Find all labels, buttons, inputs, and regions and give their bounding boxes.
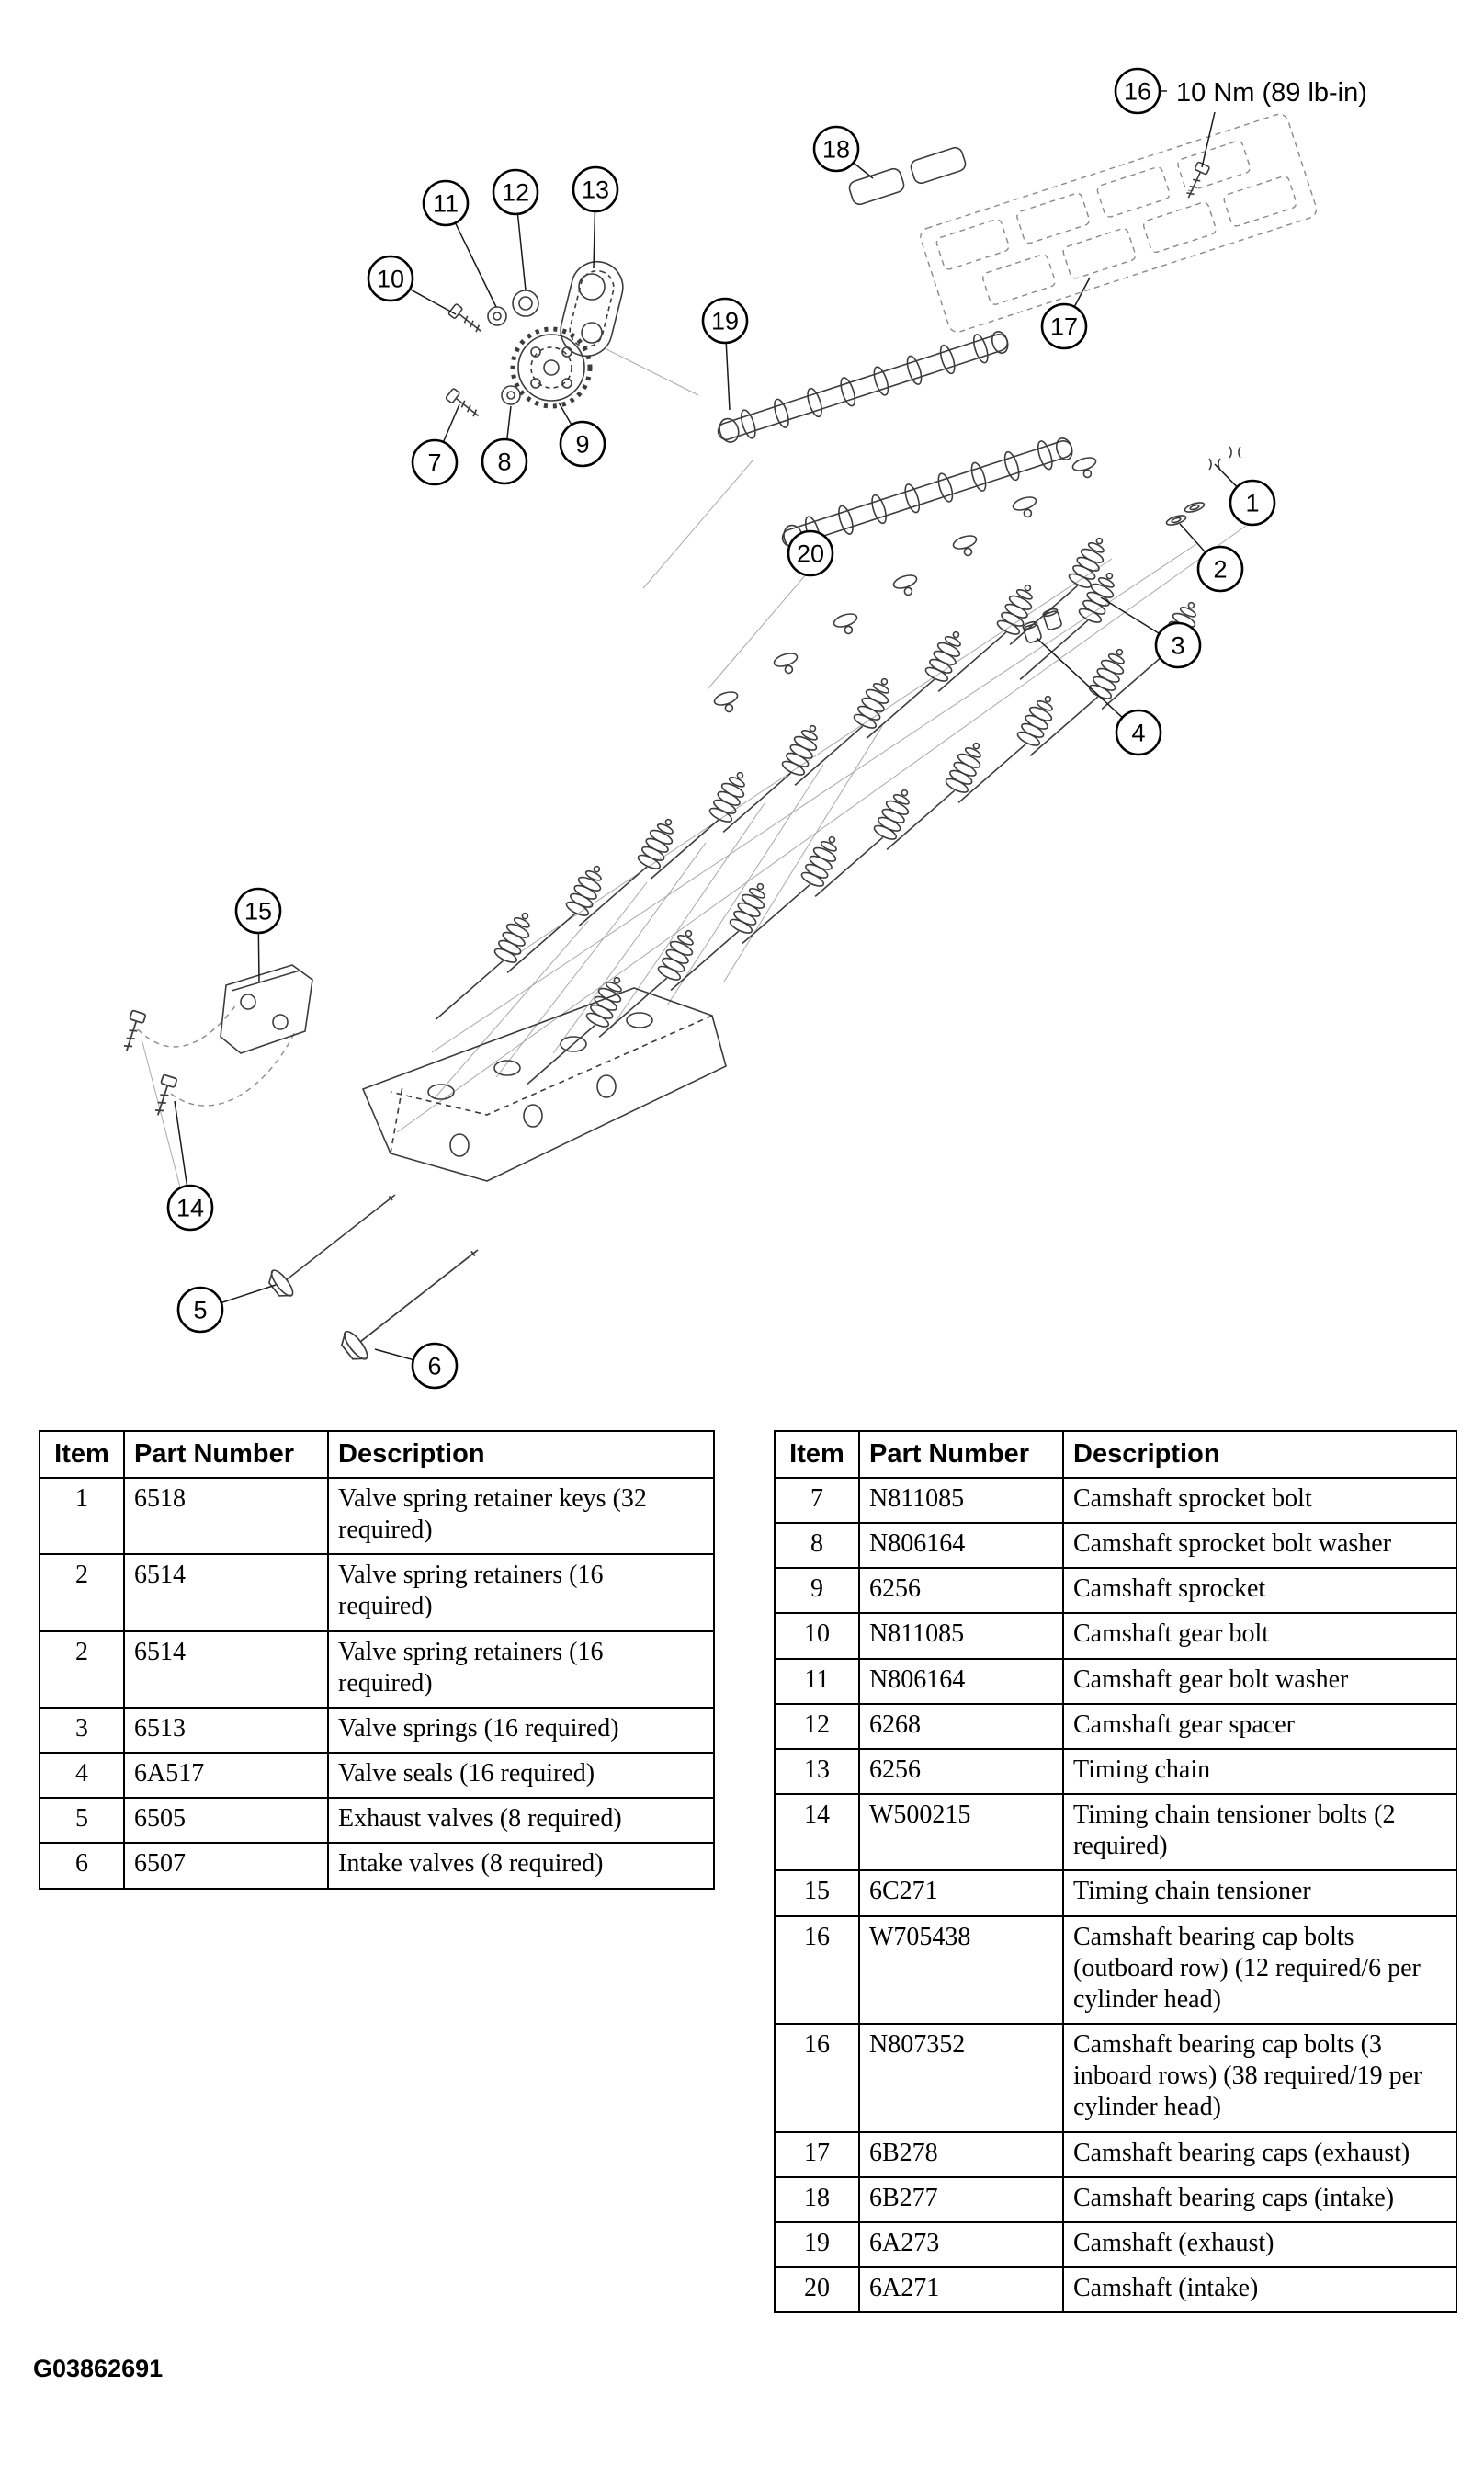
description-cell: Camshaft (exhaust) xyxy=(1063,2222,1456,2267)
callout-number: 4 xyxy=(1131,719,1146,747)
bearing-cap-glyph xyxy=(847,167,905,207)
item-cell: 16 xyxy=(775,1916,859,2024)
callout-number: 18 xyxy=(821,135,851,164)
exhaust-valve-glyph xyxy=(265,1183,405,1302)
valve-spring-glyph xyxy=(579,804,680,946)
part-number-cell: 6513 xyxy=(124,1708,328,1753)
table-row xyxy=(40,1708,714,1753)
callout-number: 7 xyxy=(427,449,442,477)
gear-bolt-washer-glyph xyxy=(488,307,506,325)
table-row xyxy=(40,1798,714,1843)
part-number-cell: 6A273 xyxy=(859,2222,1063,2267)
table-header-row xyxy=(775,1431,1456,1478)
camshaft-gear-bolt-glyph xyxy=(448,303,485,336)
callout-number: 1 xyxy=(1245,489,1260,517)
item-cell: 6 xyxy=(40,1843,124,1888)
item-cell: 8 xyxy=(775,1523,859,1568)
table-row xyxy=(40,1753,714,1798)
part-number-cell: 6514 xyxy=(124,1631,328,1708)
valve-spring-glyph xyxy=(958,681,1059,823)
callouts xyxy=(168,69,1274,1388)
item-cell: 16 xyxy=(775,2024,859,2131)
cam-follower-glyph xyxy=(952,533,980,559)
cam-follower-glyph xyxy=(773,651,801,676)
description-cell: Exhaust valves (8 required) xyxy=(328,1798,714,1843)
table-row xyxy=(775,2267,1456,2312)
callout-2 xyxy=(1180,524,1242,591)
table-row xyxy=(775,2177,1456,2222)
timing-chain-glyph xyxy=(555,256,628,361)
part-number-cell: 6256 xyxy=(859,1568,1063,1613)
part-number-header: Part Number xyxy=(859,1431,1063,1478)
bearing-cap-glyph xyxy=(909,146,967,186)
callout-10 xyxy=(368,256,456,314)
callout-1 xyxy=(1215,464,1274,525)
table-row xyxy=(40,1478,714,1554)
part-number-cell: W500215 xyxy=(859,1794,1063,1870)
valve-retainer-glyph xyxy=(1184,501,1205,514)
item-cell: 11 xyxy=(775,1659,859,1704)
exhaust-camshaft-glyph xyxy=(714,326,1012,448)
part-number-cell: 6A271 xyxy=(859,2267,1063,2312)
table-row xyxy=(40,1554,714,1630)
item-cell: 2 xyxy=(40,1631,124,1708)
item-cell: 9 xyxy=(775,1568,859,1613)
valve-spring-glyph xyxy=(887,728,988,869)
item-cell: 10 xyxy=(775,1613,859,1658)
part-number-cell: 6C271 xyxy=(859,1870,1063,1915)
camshaft-sprocket-glyph xyxy=(513,329,590,406)
camshaft-sprocket-bolt-glyph xyxy=(446,388,482,421)
callout-number: 12 xyxy=(501,178,530,207)
table-header-row xyxy=(40,1431,714,1478)
description-cell: Camshaft bearing caps (intake) xyxy=(1063,2177,1456,2222)
table-row xyxy=(775,1523,1456,1568)
cam-follower-glyph xyxy=(833,611,861,637)
description-cell: Camshaft gear bolt washer xyxy=(1063,1659,1456,1704)
item-cell: 15 xyxy=(775,1870,859,1915)
table-row xyxy=(775,2132,1456,2177)
item-header: Item xyxy=(775,1431,859,1478)
valve-parts-table xyxy=(39,1430,715,1890)
callout-number: 17 xyxy=(1049,312,1079,341)
item-cell: 4 xyxy=(40,1753,124,1798)
intake-valve-glyph xyxy=(337,1237,489,1366)
valve-spring-glyph xyxy=(671,869,772,1010)
callout-number: 16 xyxy=(1123,77,1152,106)
item-cell: 20 xyxy=(775,2267,859,2312)
part-number-cell: 6518 xyxy=(124,1478,328,1554)
description-cell: Camshaft sprocket bolt washer xyxy=(1063,1523,1456,1568)
callout-16 xyxy=(1116,69,1167,113)
description-cell: Camshaft (intake) xyxy=(1063,2267,1456,2312)
callout-number: 14 xyxy=(176,1194,205,1222)
table-row xyxy=(40,1843,714,1888)
callout-18 xyxy=(814,127,873,178)
table-row xyxy=(40,1631,714,1708)
callout-8 xyxy=(482,406,527,483)
valve-spring-glyph xyxy=(651,757,752,899)
item-cell: 3 xyxy=(40,1708,124,1753)
valve-seal-glyph xyxy=(1042,608,1062,630)
part-number-cell: N811085 xyxy=(859,1478,1063,1523)
figure-id: G03862691 xyxy=(33,2355,164,2382)
callout-number: 2 xyxy=(1213,555,1228,584)
part-number-cell: 6268 xyxy=(859,1704,1063,1749)
callout-number: 13 xyxy=(581,176,610,204)
description-cell: Timing chain tensioner xyxy=(1063,1870,1456,1915)
callout-number: 8 xyxy=(497,448,512,476)
cam-follower-glyph xyxy=(1071,455,1100,481)
table-row xyxy=(775,1916,1456,2024)
item-cell: 19 xyxy=(775,2222,859,2267)
part-number-cell: 6505 xyxy=(124,1798,328,1843)
table-row xyxy=(775,1794,1456,1870)
item-cell: 7 xyxy=(775,1478,859,1523)
callout-number: 11 xyxy=(432,189,459,218)
part-number-cell: N807352 xyxy=(859,2024,1063,2131)
description-cell: Valve seals (16 required) xyxy=(328,1753,714,1798)
valve-retainer-glyph xyxy=(1165,514,1186,527)
callout-9 xyxy=(559,403,605,466)
callout-number: 3 xyxy=(1171,631,1185,660)
part-number-cell: N811085 xyxy=(859,1613,1063,1658)
part-number-cell: 6256 xyxy=(859,1749,1063,1794)
part-number-cell: 6B278 xyxy=(859,2132,1063,2177)
part-number-cell: N806164 xyxy=(859,1659,1063,1704)
camshaft-gear-spacer-glyph xyxy=(513,290,538,316)
callout-19 xyxy=(703,299,747,410)
callout-number: 5 xyxy=(193,1296,208,1324)
description-cell: Camshaft sprocket bolt xyxy=(1063,1478,1456,1523)
callout-4 xyxy=(1037,638,1161,755)
description-cell: Timing chain tensioner bolts (2 required) xyxy=(1063,1794,1456,1870)
part-number-cell: W705438 xyxy=(859,1916,1063,2024)
tensioner-bolt-glyph xyxy=(119,1010,145,1053)
part-number-cell: 6514 xyxy=(124,1554,328,1630)
callout-6 xyxy=(375,1344,457,1388)
callout-number: 6 xyxy=(427,1352,442,1380)
valve-keys-glyph xyxy=(1229,447,1240,458)
camshaft-parts-table xyxy=(774,1430,1457,2313)
item-header: Item xyxy=(40,1431,124,1478)
callout-number: 10 xyxy=(376,265,405,293)
callout-number: 9 xyxy=(575,430,590,459)
description-cell: Valve springs (16 required) xyxy=(328,1708,714,1753)
part-number-cell: 6507 xyxy=(124,1843,328,1888)
valve-spring-glyph xyxy=(723,710,824,852)
item-cell: 2 xyxy=(40,1554,124,1630)
valve-spring-glyph xyxy=(938,570,1039,711)
table-row xyxy=(775,1568,1456,1613)
item-cell: 12 xyxy=(775,1704,859,1749)
callout-5 xyxy=(178,1285,276,1332)
item-cell: 1 xyxy=(40,1478,124,1554)
camshaft-bearing-caps-ghost xyxy=(138,112,1319,1106)
item-cell: 13 xyxy=(775,1749,859,1794)
table-row xyxy=(775,2024,1456,2131)
description-cell: Valve spring retainer keys (32 required) xyxy=(328,1478,714,1554)
item-cell: 14 xyxy=(775,1794,859,1870)
description-cell: Valve spring retainers (16 required) xyxy=(328,1631,714,1708)
construction-lines xyxy=(142,349,1246,1187)
description-header: Description xyxy=(328,1431,714,1478)
part-number-header: Part Number xyxy=(124,1431,328,1478)
callout-number: 20 xyxy=(796,539,825,568)
callout-11 xyxy=(424,181,496,307)
description-cell: Valve spring retainers (16 required) xyxy=(328,1554,714,1630)
table-row xyxy=(775,1613,1456,1658)
valve-spring-glyph xyxy=(1030,634,1131,776)
cam-follower-glyph xyxy=(892,573,921,598)
timing-chain-tensioner-glyph xyxy=(221,965,312,1053)
valve-spring-glyph xyxy=(599,915,700,1057)
table-row xyxy=(775,1749,1456,1794)
bearing-cap-bolt-glyph xyxy=(1183,162,1210,200)
cam-follower-glyph xyxy=(1012,494,1040,520)
callout-20 xyxy=(788,531,833,575)
description-cell: Camshaft sprocket xyxy=(1063,1568,1456,1613)
callout-7 xyxy=(413,404,459,484)
table-row xyxy=(775,1478,1456,1523)
description-header: Description xyxy=(1063,1431,1456,1478)
cylinder-head-glyph xyxy=(363,988,726,1181)
valve-spring-glyph xyxy=(742,822,844,963)
description-cell: Timing chain xyxy=(1063,1749,1456,1794)
description-cell: Camshaft gear spacer xyxy=(1063,1704,1456,1749)
description-cell: Camshaft gear bolt xyxy=(1063,1613,1456,1658)
callout-15 xyxy=(236,889,280,982)
part-number-cell: N806164 xyxy=(859,1523,1063,1568)
torque-callout xyxy=(1176,78,1367,167)
callout-number: 15 xyxy=(244,897,273,926)
sprocket-bolt-washer-glyph xyxy=(502,386,520,404)
part-number-cell: 6B277 xyxy=(859,2177,1063,2222)
callout-17 xyxy=(1042,278,1090,348)
callout-number: 19 xyxy=(710,307,740,335)
valve-spring-glyph xyxy=(815,775,916,916)
item-cell: 17 xyxy=(775,2132,859,2177)
description-cell: Camshaft bearing cap bolts (outboard row) (12 required/6 per cylinder head) xyxy=(1063,1916,1456,2024)
part-number-cell: 6A517 xyxy=(124,1753,328,1798)
torque-spec-label: 10 Nm (89 lb-in) xyxy=(1176,78,1367,108)
description-cell: Intake valves (8 required) xyxy=(328,1843,714,1888)
cam-follower-glyph xyxy=(713,689,742,715)
valve-spring-glyph xyxy=(436,898,537,1039)
callout-13 xyxy=(573,167,617,268)
description-cell: Camshaft bearing cap bolts (3 inboard rows) (38 required/19 per cylinder head) xyxy=(1063,2024,1456,2131)
table-row xyxy=(775,1704,1456,1749)
table-row xyxy=(775,2222,1456,2267)
callout-12 xyxy=(493,170,538,290)
item-cell: 5 xyxy=(40,1798,124,1843)
valve-spring-glyph xyxy=(507,851,608,993)
table-row xyxy=(775,1659,1456,1704)
valve-spring-glyph xyxy=(527,962,629,1104)
description-cell: Camshaft bearing caps (exhaust) xyxy=(1063,2132,1456,2177)
item-cell: 18 xyxy=(775,2177,859,2222)
table-row xyxy=(775,1870,1456,1915)
